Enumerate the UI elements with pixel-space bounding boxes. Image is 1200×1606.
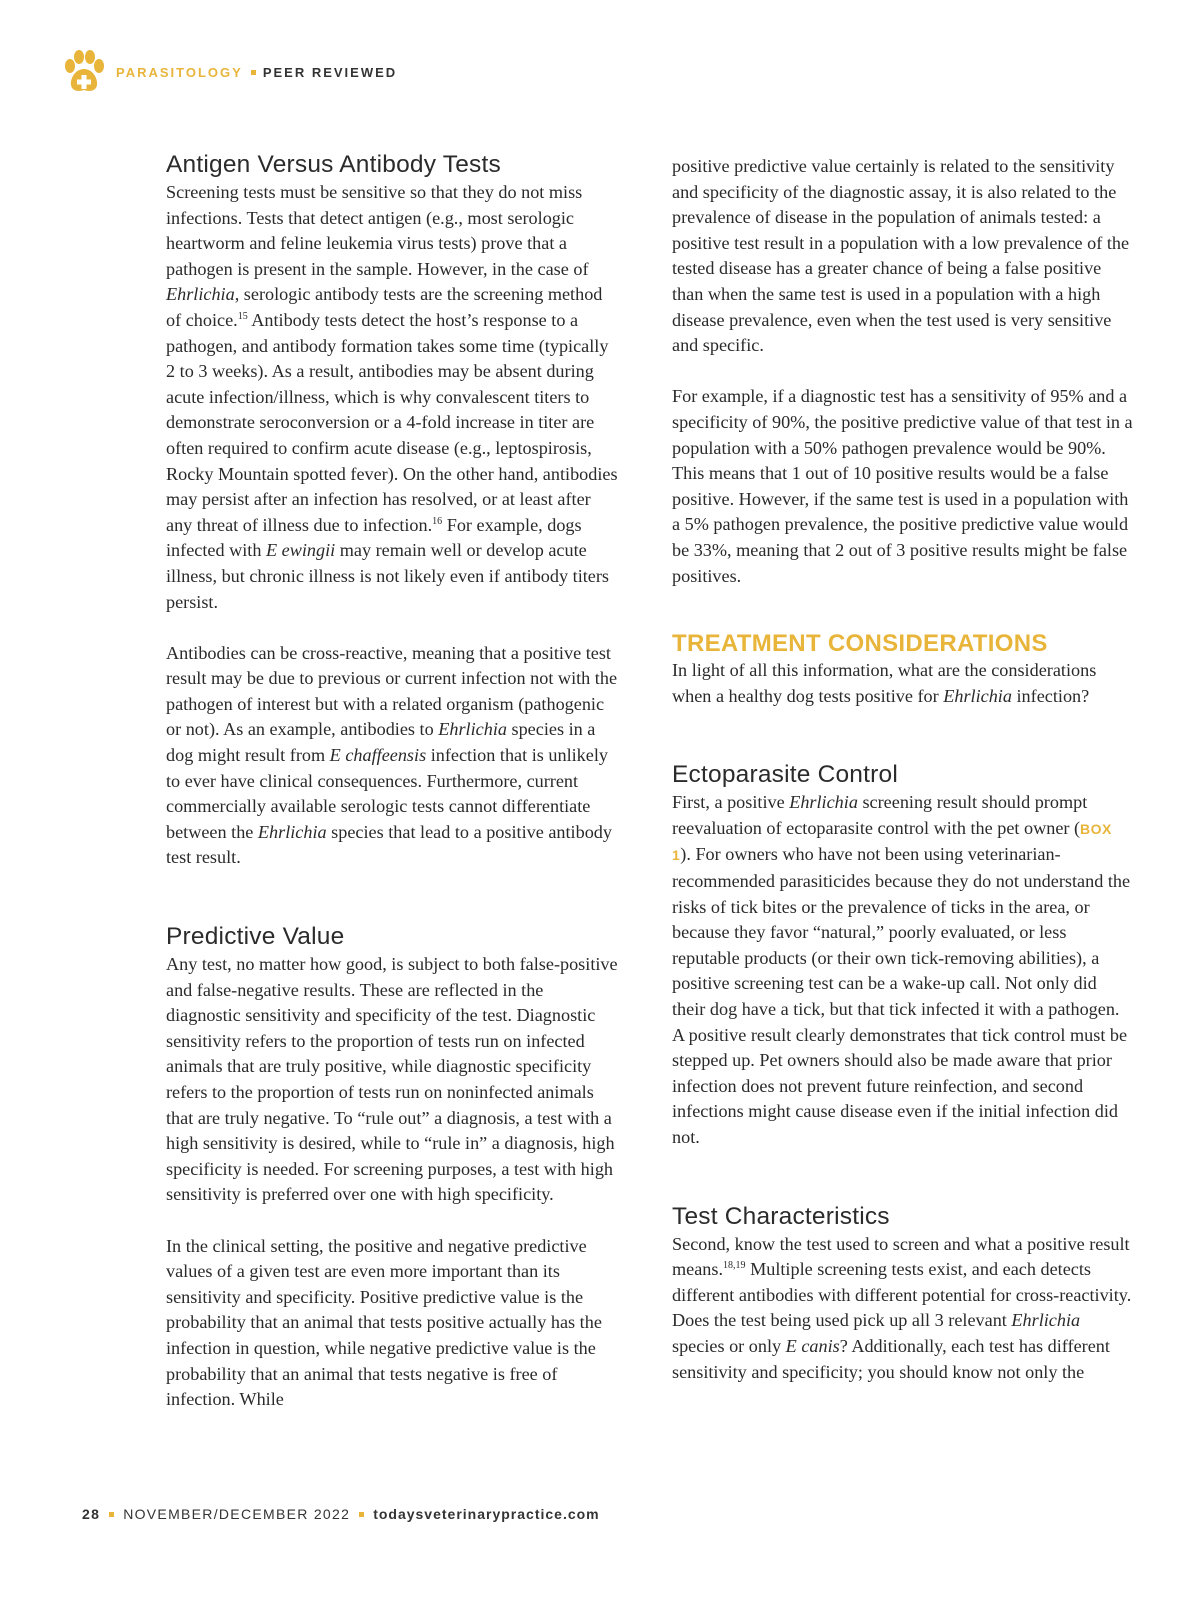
left-column bbox=[166, 150, 620, 1413]
website-link[interactable]: todaysveterinarypractice.com bbox=[373, 1506, 600, 1522]
page-footer bbox=[82, 1506, 600, 1522]
paragraph-sensitivity: Any test, no matter how good, is subject to both false-positive and false-negative results. These are reflected in the diagnostic sensitivity and specificity of the test. Diagnostic sensitivity refers to the proportion of tests run on infected animals that are truly positive, while diagnostic specificity refers to the proportion of tests run on noninfected animals that are truly negative. To “rule out” a diagnosis, a test with a high sensitivity is desired, while to “rule in” a diagnosis, high specificity is needed. For screening purposes, a test with high sensitivity is preferred over one with high specificity. bbox=[166, 954, 618, 1205]
citation-ref: 16 bbox=[432, 515, 443, 527]
citation-ref: 15 bbox=[237, 310, 248, 322]
paragraph-test-characteristics: Second, know the test used to screen and what a positive result means.$^{18,19}$ Multiple screening tests exist, and each detects different antibodies with different potential for cross-reactivity. Does the test being used pick up all 3 relevant Ehrlichia species or only E canis? Additionally, each test has different sensitivity and specificity; you should know not only the bbox=[672, 1233, 1132, 1382]
heading-predictive-value: Predictive Value bbox=[166, 923, 345, 951]
category-label: PARASITOLOGY bbox=[116, 64, 243, 80]
right-column bbox=[672, 154, 1134, 1385]
subcategory-label: PEER REVIEWED bbox=[262, 64, 398, 80]
separator-dot bbox=[251, 70, 256, 75]
paragraph-clinical-setting: In the clinical setting, the positive and negative predictive values of a given test are even more important than its sensitivity and specificity. Positive predictive value is the probability that an animal that tests positive actually has the infection in question, while negative predictive value is the probability that an animal that tests negative is free of infection. While bbox=[166, 1235, 602, 1410]
paragraph-example: For example, if a diagnostic test has a sensitivity of 95% and a specificity of 90%, the positive predictive value of that test in a population with a 50% pathogen prevalence would be 90%. This means that 1 out of 10 positive results would be a false positive. However, if the same test is used in a population with a 5% pathogen prevalence, the positive predictive value would be 33%, meaning that 2 out of 3 positive results might be false positives. bbox=[672, 386, 1133, 586]
heading-test-characteristics: Test Characteristics bbox=[672, 1202, 890, 1230]
paragraph-cross-reactivity: Antibodies can be cross-reactive, meaning that a positive test result may be due to previous or current infection not with the pathogen of interest but with a related organism (pathogenic or not). As an example, antibodies to Ehrlichia species in a dog might result from E chaffeensis infection that is unlikely to ever have clinical consequences. Furthermore, current commercially available serologic tests cannot differentiate between the Ehrlichia species that lead to a positive antibody test result. bbox=[166, 642, 618, 868]
heading-antigen-antibody: Antigen Versus Antibody Tests bbox=[166, 151, 501, 178]
paw-cross-icon bbox=[60, 48, 108, 96]
box-1-link[interactable]: BOX 1 bbox=[672, 820, 1112, 864]
paragraph-treatment-intro: In light of all this information, what are the considerations when a healthy dog tests positive for Ehrlichia infection? bbox=[672, 660, 1097, 706]
heading-ectoparasite-control: Ectoparasite Control bbox=[672, 761, 898, 789]
page-number: 28 bbox=[82, 1506, 101, 1522]
heading-treatment-considerations: TREATMENT CONSIDERATIONS bbox=[672, 630, 1048, 658]
separator-dot bbox=[359, 1512, 364, 1517]
header bbox=[60, 48, 397, 96]
separator-dot bbox=[109, 1512, 114, 1517]
citation-ref: 18,19 bbox=[723, 1260, 746, 1272]
paragraph-ppv: positive predictive value certainly is related to the sensitivity and specificity of the diagnostic assay, it is also related to the prevalence of disease in the population of animals tested: a positive test result in a population with a low prevalence of the tested disease has a greater chance of being a false positive than when the same test is used in a population with a high disease prevalence, even when the test used is very sensitive and specific. bbox=[672, 156, 1130, 356]
issue-date: NOVEMBER/DECEMBER 2022 bbox=[123, 1506, 351, 1522]
paragraph-antigen-antibody: Screening tests must be sensitive so that they do not miss infections. Tests that detect antigen (e.g., most serologic heartworm and feline leukemia virus tests) prove that a pathogen is present in the sample. However, in the case of Ehrlichia, serologic antibody tests are the screening method of choice.$^{15}$ Antibody tests detect the host’s response to a pathogen, and antibody formation takes some time (typically 2 to 3 weeks). As a result, antibodies may be absent during acute infection/illness, which is why convalescent titers to demonstrate seroconversion or a 4-fold increase in titer are often required to confirm acute disease (e.g., leptospirosis, Rocky Mountain spotted fever). On the other hand, antibodies may persist after an infection has resolved, or at least after any threat of illness due to infection.$^{16}$ For example, dogs infected with E ewingii may remain well or develop acute illness, but chronic illness is not likely even if antibody titers persist. bbox=[166, 182, 618, 612]
section-label bbox=[116, 65, 397, 80]
paragraph-ectoparasite: First, a positive Ehrlichia screening result should prompt reevaluation of ectoparasite control with the pet owner (BOX 1). For owners who have not been using veterinarian-recommended parasiticides because they do not understand the risks of tick bites or the prevalence of ticks in the area, or because they favor “natural,” poorly evaluated, or less reputable products (or their own tick-removing abilities), a positive screening test can be a wake-up call. Not only did their dog have a tick, but that tick infected it with a pathogen. A positive result clearly demonstrates that tick control must be stepped up. Pet owners should also be made aware that prior infection does not prevent future reinfection, and second infections might cause disease even if the initial infection did not. bbox=[672, 792, 1131, 1147]
